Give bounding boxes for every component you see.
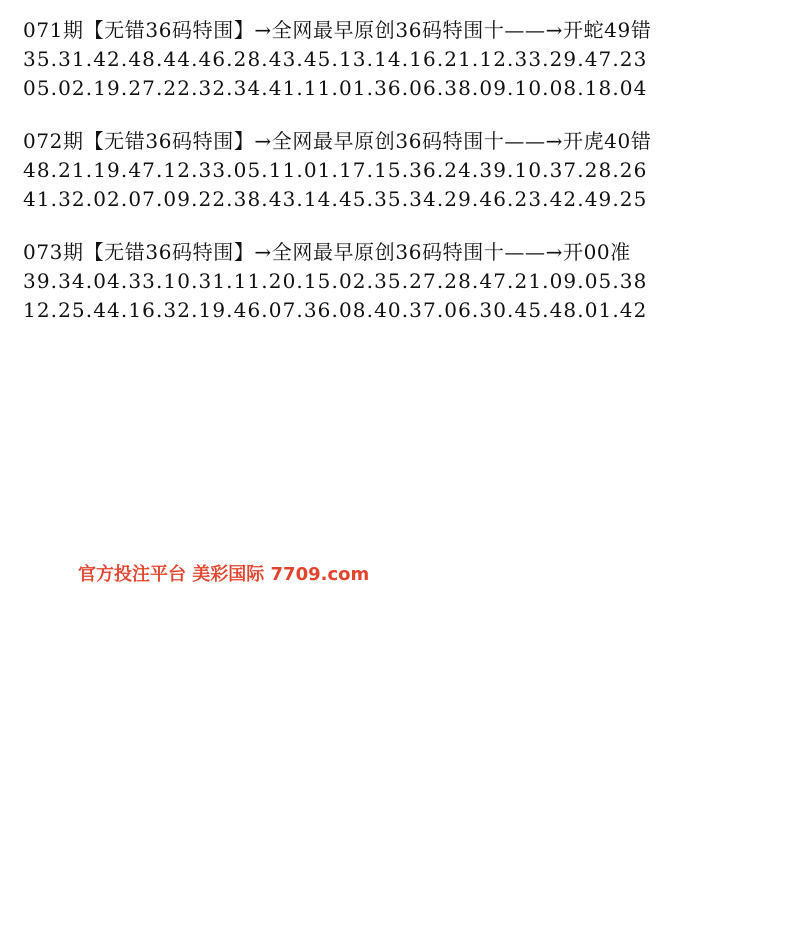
- issue-header: 072期【无错36码特围】→全网最早原创36码特围十——→开虎40错: [23, 129, 652, 153]
- number-row: 41.32.02.07.09.22.38.43.14.45.35.34.29.46.23.42.49.25: [23, 187, 648, 211]
- number-row: 48.21.19.47.12.33.05.11.01.17.15.36.24.39.10.37.28.26: [23, 158, 648, 182]
- issue-entry-071: [23, 16, 793, 103]
- number-row: 12.25.44.16.32.19.46.07.36.08.40.37.06.30.45.48.01.42: [23, 298, 648, 322]
- issue-header: 073期【无错36码特围】→全网最早原创36码特围十——→开00准: [23, 240, 631, 264]
- number-row: 39.34.04.33.10.31.11.20.15.02.35.27.28.47.21.09.05.38: [23, 269, 648, 293]
- platform-watermark-link[interactable]: 官方投注平台 美彩国际 7709.com: [78, 564, 370, 585]
- number-row: 35.31.42.48.44.46.28.43.45.13.14.16.21.12.33.29.47.23: [23, 47, 648, 71]
- number-row: 05.02.19.27.22.32.34.41.11.01.36.06.38.09.10.08.18.04: [23, 76, 648, 100]
- prediction-document: [23, 16, 793, 349]
- issue-entry-072: [23, 127, 793, 214]
- issue-header: 071期【无错36码特围】→全网最早原创36码特围十——→开蛇49错: [23, 18, 652, 42]
- issue-entry-073: [23, 238, 793, 325]
